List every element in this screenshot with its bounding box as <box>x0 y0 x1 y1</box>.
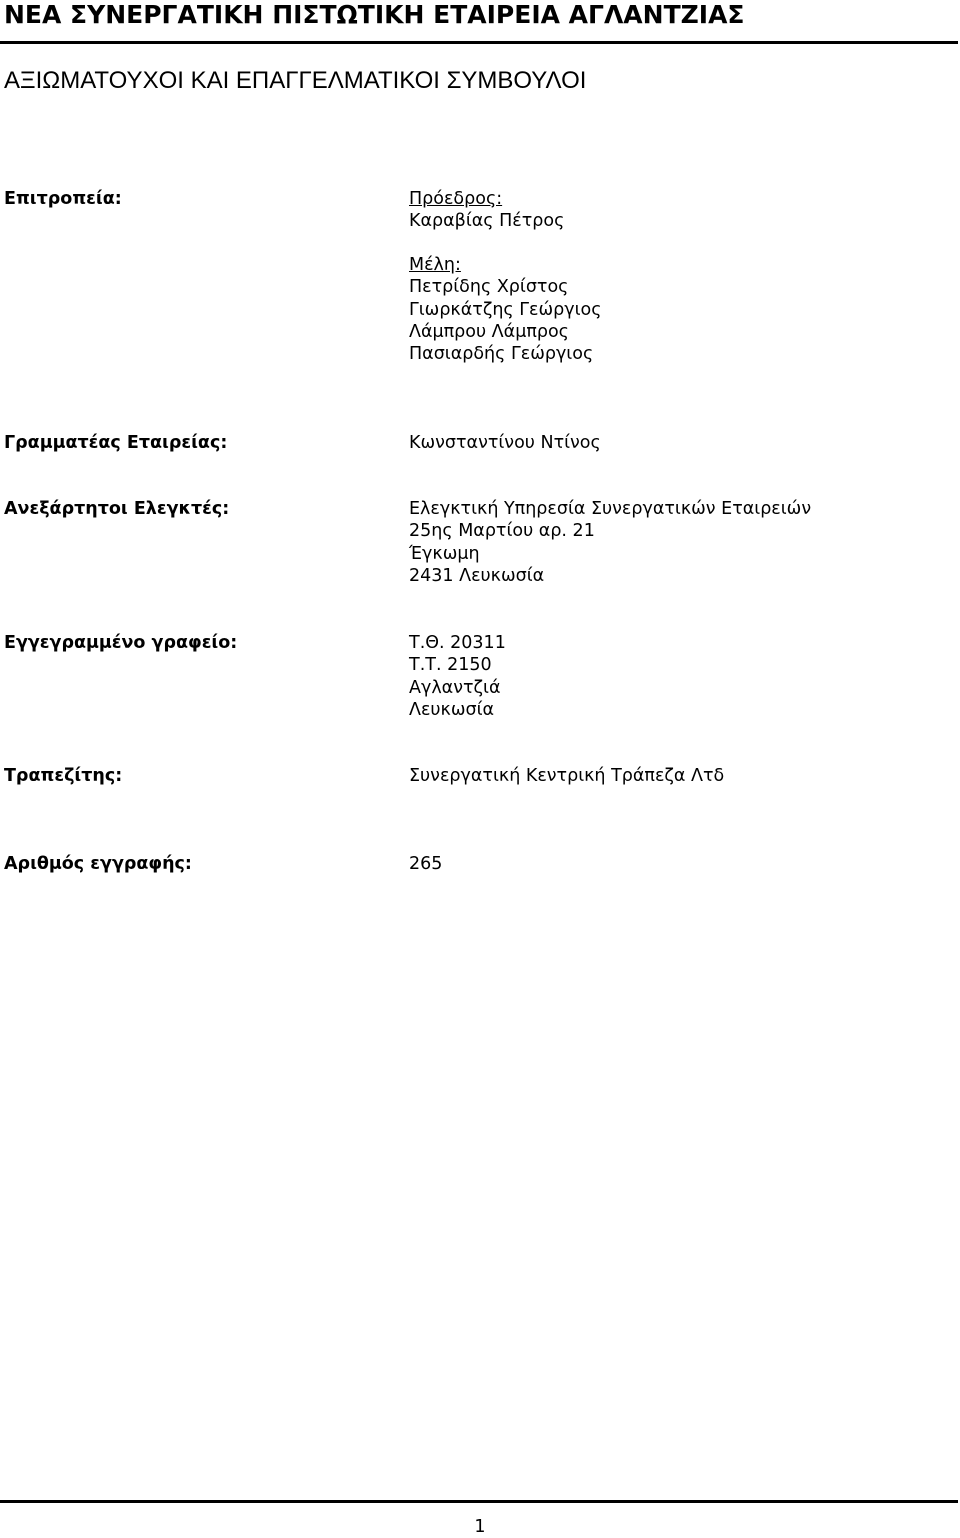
chair-name: Καραβίας Πέτρος <box>409 211 565 232</box>
registered-office-label: Εγγεγραμμένο γραφείο: <box>4 633 238 653</box>
banker-value: Συνεργατική Κεντρική Τράπεζα Λτδ <box>409 766 725 786</box>
auditors-line: 25ης Μαρτίου αρ. 21 <box>409 521 595 542</box>
registered-office-line: Τ.Τ. 2150 <box>409 655 492 676</box>
auditors-line: 2431 Λευκωσία <box>409 565 545 586</box>
members-heading: Μέλη: <box>409 255 461 275</box>
secretary-value: Κωνσταντίνου Ντίνος <box>409 433 601 453</box>
auditors-address-block <box>409 498 811 587</box>
auditors-line: Έγκωμη <box>409 543 480 564</box>
document-title: ΝΕΑ ΣΥΝΕΡΓΑΤΙΚΗ ΠΙΣΤΩΤΙΚΗ ΕΤΑΙΡΕΙΑ ΑΓΛΑΝΤΖΙΑΣ <box>4 0 745 29</box>
registered-office-line: Τ.Θ. 20311 <box>409 633 506 653</box>
chair-heading: Πρόεδρος: <box>409 189 503 209</box>
title-underline-rule <box>0 41 958 44</box>
page-number: 1 <box>474 1517 486 1537</box>
banker-label: Τραπεζίτης: <box>4 766 123 786</box>
registration-label: Αριθμός εγγραφής: <box>4 854 192 874</box>
member-name: Λάμπρου Λάμπρος <box>409 321 569 342</box>
member-name: Γιωρκάτζης Γεώργιος <box>409 299 602 320</box>
registered-office-line: Αγλαντζιά <box>409 677 501 698</box>
auditors-line: Ελεγκτική Υπηρεσία Συνεργατικών Εταιρειών <box>409 499 812 519</box>
committee-members-block <box>409 254 602 365</box>
registered-office-address-block <box>409 632 506 721</box>
section-heading: ΑΞΙΩΜΑΤΟΥΧΟΙ ΚΑΙ ΕΠΑΓΓΕΛΜΑΤΙΚΟΙ ΣΥΜΒΟΥΛΟΙ <box>4 67 587 94</box>
footer-rule <box>0 1500 958 1503</box>
secretary-label: Γραμματέας Εταιρείας: <box>4 433 228 453</box>
committee-chair-block <box>409 188 564 233</box>
registered-office-line: Λευκωσία <box>409 699 495 720</box>
member-name: Πασιαρδής Γεώργιος <box>409 344 594 365</box>
registration-value: 265 <box>409 854 443 874</box>
member-name: Πετρίδης Χρίστος <box>409 277 569 298</box>
auditors-label: Ανεξάρτητοι Ελεγκτές: <box>4 499 230 519</box>
committee-label: Επιτροπεία: <box>4 189 122 209</box>
